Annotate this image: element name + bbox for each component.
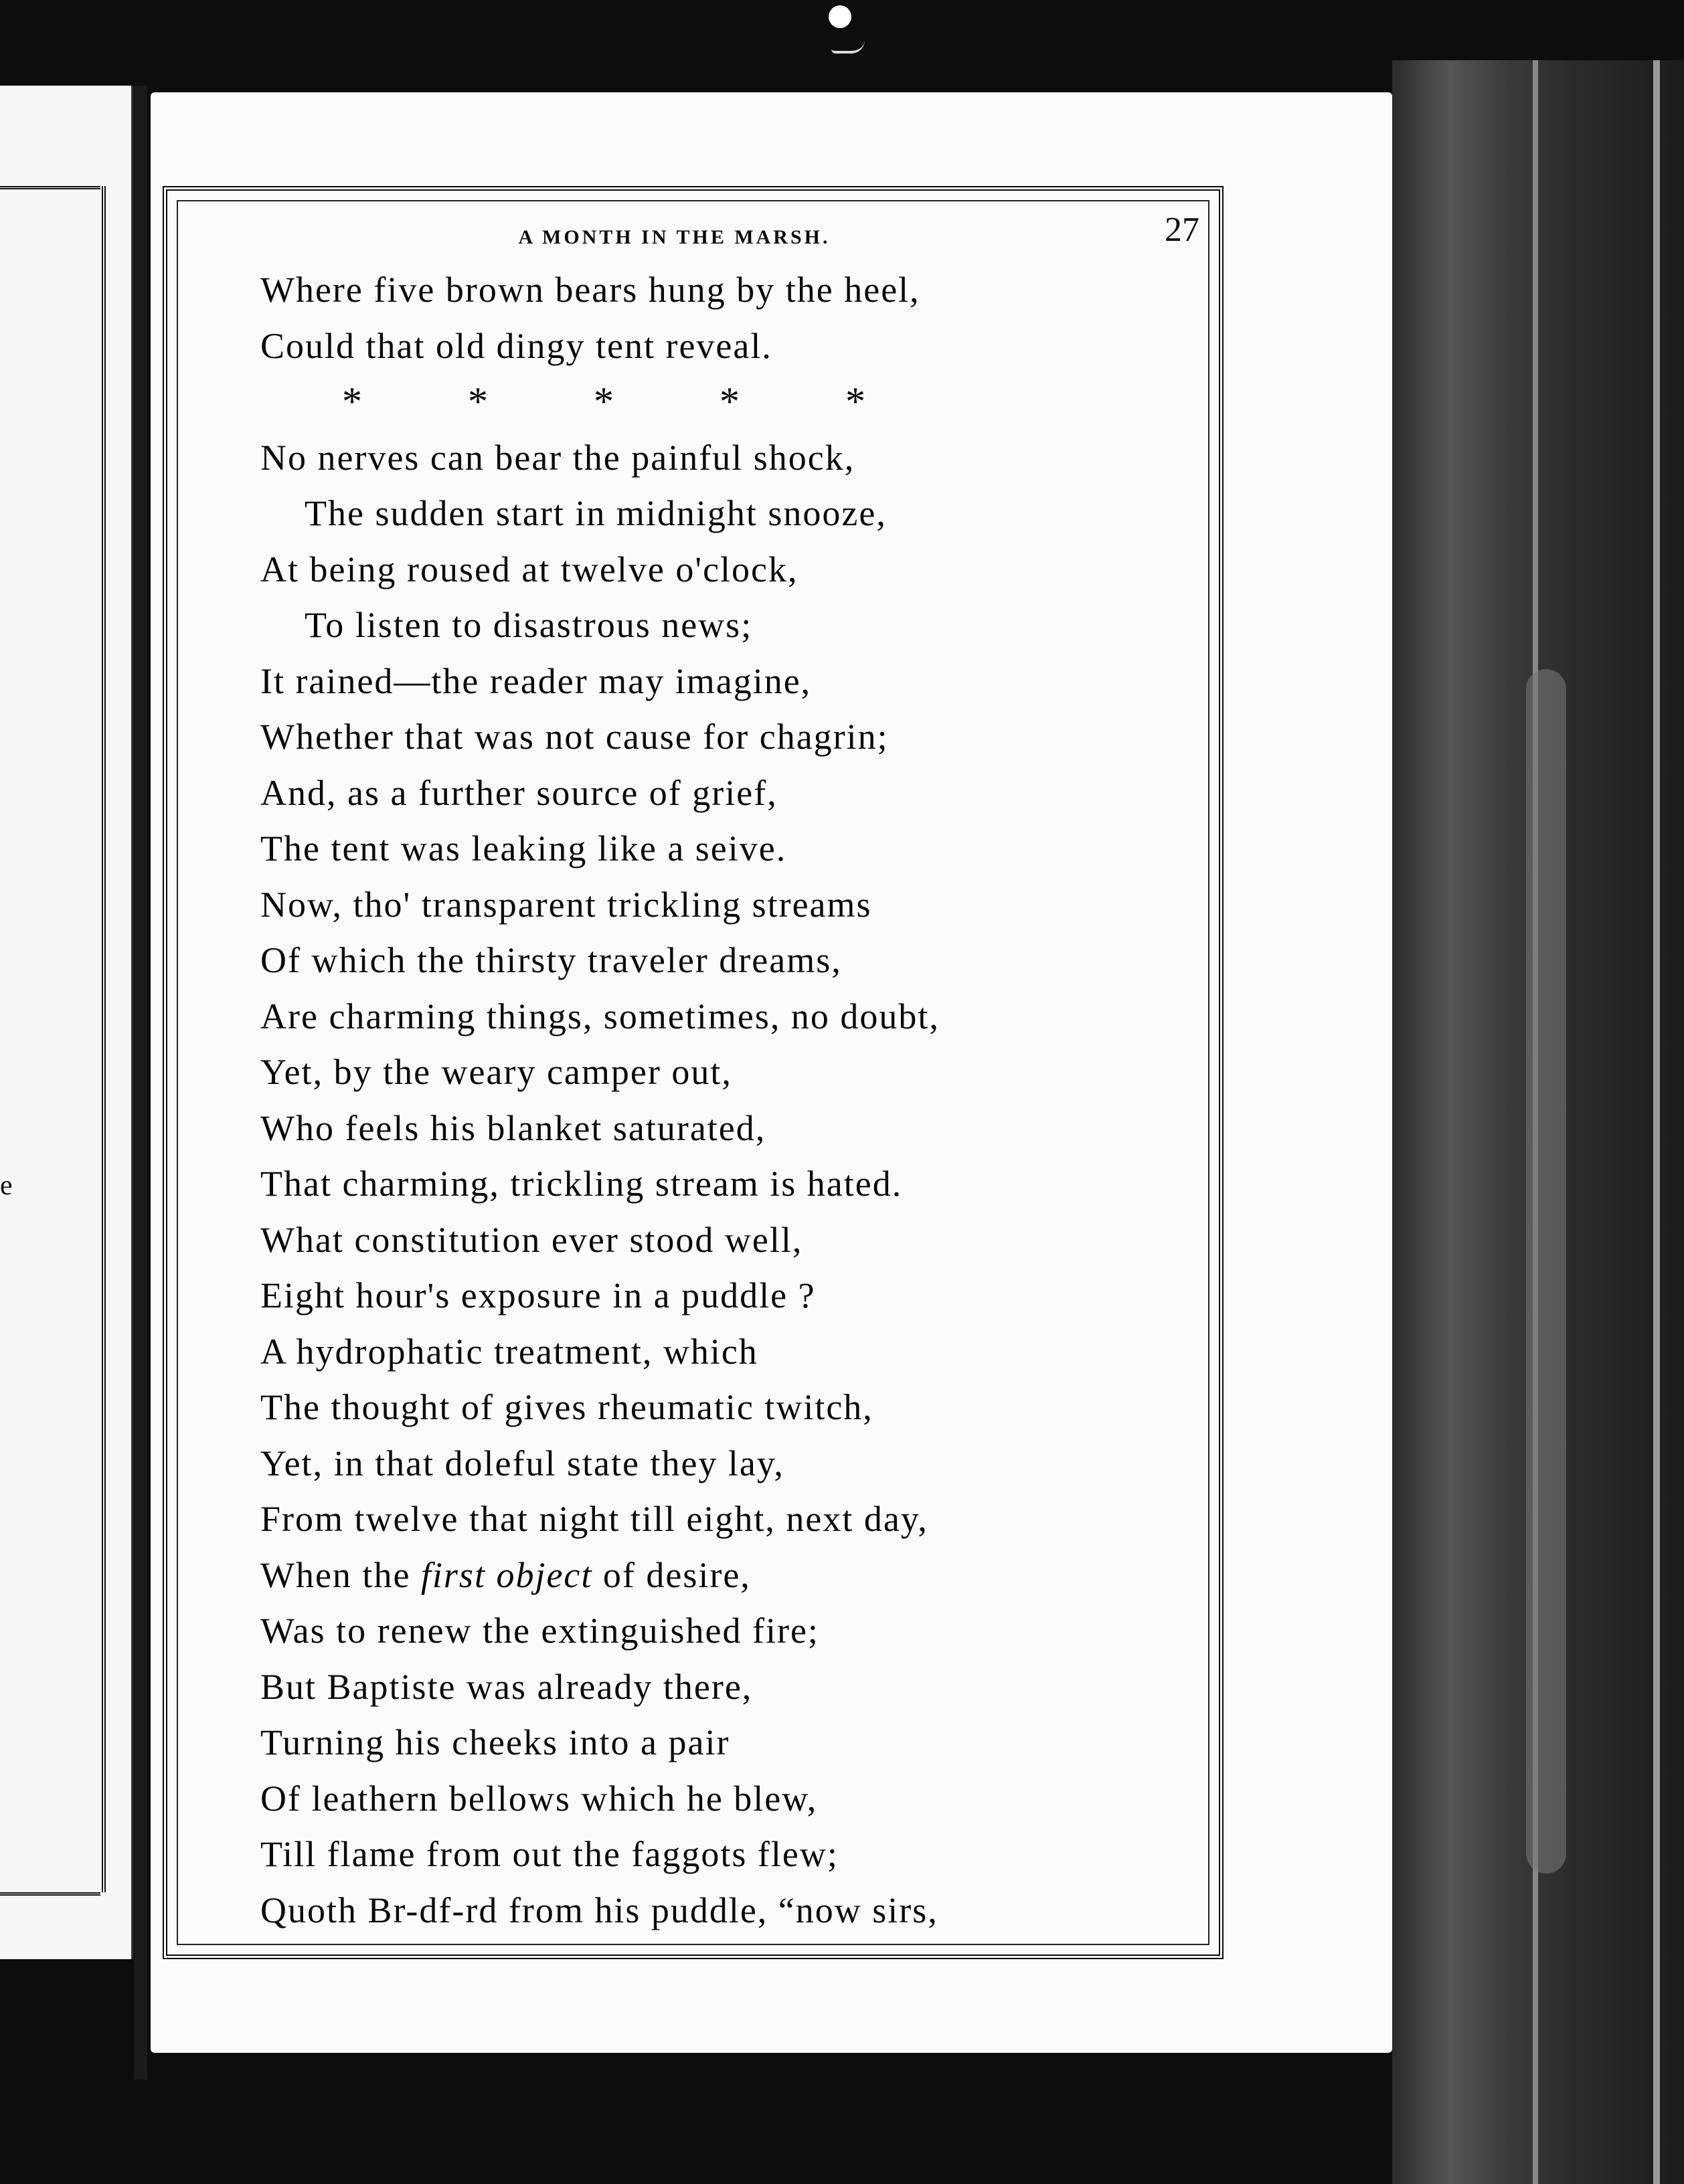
poem-line: Quoth Br-df-rd from his puddle, “now sirs, <box>260 1890 938 1930</box>
poem-line: To listen to disastrous news; <box>305 605 753 645</box>
running-head: A MONTH IN THE MARSH. <box>518 226 831 248</box>
poem-line: That charming, trickling stream is hated. <box>260 1164 903 1204</box>
book-gutter <box>134 86 147 2080</box>
poem-line: At being roused at twelve o'clock, <box>260 549 798 589</box>
asterisk: * <box>468 379 489 424</box>
poem-line: What constitution ever stood well, <box>260 1219 803 1260</box>
left-page-rule-bottom <box>0 1892 100 1896</box>
poem-line: But Baptiste was already there, <box>260 1666 753 1707</box>
poem-line: Yet, by the weary camper out, <box>260 1052 732 1092</box>
poem-line: Yet, in that doleful state they lay, <box>260 1443 784 1483</box>
poem-line: Now, tho' transparent trickling streams <box>260 884 872 925</box>
poem-line: The thought of gives rheumatic twitch, <box>260 1387 873 1427</box>
asterisk: * <box>342 379 363 424</box>
page-stack-tear <box>1526 669 1566 1874</box>
poem-line: No nerves can bear the painful shock, <box>260 437 855 478</box>
left-page-rule-top <box>0 186 100 189</box>
scan-speck <box>829 5 851 28</box>
left-page-edge <box>0 86 133 1959</box>
poem-line-text: of desire, <box>592 1554 751 1595</box>
poem-line: Was to renew the extinguished fire; <box>260 1611 819 1651</box>
poem-line: A hydrophatic treatment, which <box>260 1331 758 1372</box>
section-break-asterisks <box>260 374 940 430</box>
poem-line: Turning his cheeks into a pair <box>260 1722 730 1762</box>
poem-line <box>260 1548 940 1604</box>
italic-phrase: first object <box>420 1554 593 1595</box>
poem-line: Where five brown bears hung by the heel, <box>260 270 920 310</box>
asterisk: * <box>594 379 615 424</box>
poem-line: Of which the thirsty traveler dreams, <box>260 940 842 980</box>
poem-line: The sudden start in midnight snooze, <box>305 493 887 533</box>
book-page <box>151 92 1392 2053</box>
poem-line: And, as a further source of grief, <box>260 772 778 813</box>
left-page-rule-vertical <box>102 186 106 1892</box>
left-page-stray-letter: e <box>0 1170 13 1201</box>
page-number: 27 <box>1165 211 1199 249</box>
poem-body <box>260 262 940 1938</box>
poem-line: Eight hour's exposure in a puddle ? <box>260 1275 816 1315</box>
poem-line: Who feels his blanket saturated, <box>260 1107 766 1148</box>
poem-line: Could that old dingy tent reveal. <box>260 325 772 366</box>
asterisk: * <box>845 379 867 424</box>
page-stack-strip <box>1653 60 1660 2184</box>
poem-line-text: When the <box>260 1554 421 1595</box>
poem-line: From twelve that night till eight, next day, <box>260 1499 928 1539</box>
poem-line: Are charming things, sometimes, no doubt, <box>260 996 940 1036</box>
scan-mark <box>831 40 865 54</box>
poem-line: Of leathern bellows which he blew, <box>260 1778 818 1819</box>
poem-line: It rained—the reader may imagine, <box>260 660 812 701</box>
asterisk: * <box>720 379 741 424</box>
poem-line: Till flame from out the faggots flew; <box>260 1834 839 1874</box>
poem-line: The tent was leaking like a seive. <box>260 828 787 869</box>
poem-stanza <box>260 430 940 1548</box>
poem-line: Whether that was not cause for chagrin; <box>260 717 889 757</box>
